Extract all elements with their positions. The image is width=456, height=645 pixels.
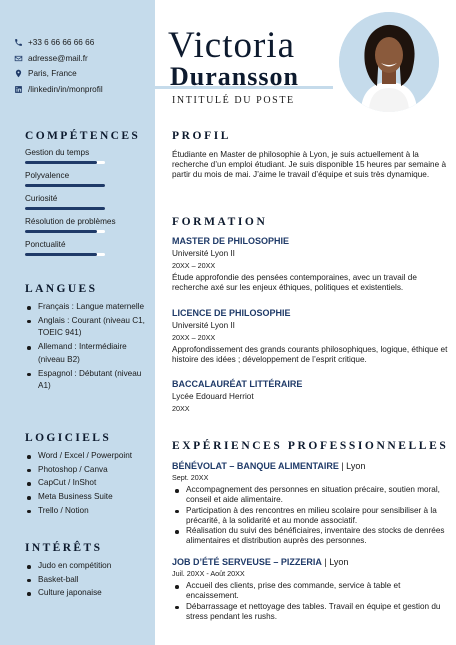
job-location: | Lyon [321,557,349,567]
contact-phone [12,35,152,51]
last-name: Duransson [170,62,299,91]
location-text: Paris, France [28,69,77,79]
education-dates: 20XX [172,404,190,413]
software-item: Word / Excel / Powerpoint [25,450,150,463]
phone-text: +33 6 66 66 66 66 [28,38,95,48]
job-role-title: BÉNÉVOLAT – BANQUE ALIMENTAIRE [172,461,339,471]
language-item: Français : Langue maternelle [25,301,150,314]
education-description: Approfondissement des grands courants philosophiques, logique, éthique et histoire des idées ; développement de l’esprit critique. [172,345,448,365]
education-dates: 20XX – 20XX [172,261,216,270]
email-text: adresse@mail.fr [28,53,88,63]
job-role [172,461,448,471]
mail-icon [12,53,24,63]
software-item: Meta Business Suite [25,491,150,504]
education-entry-master [172,236,448,293]
skill-level-fill [25,253,97,256]
first-name: Victoria [168,25,296,66]
experience-heading: EXPÉRIENCES PROFESSIONNELLES [172,440,449,452]
school-name: Université Lyon II [172,249,235,258]
language-item: Espagnol : Débutant (niveau A1) [25,368,150,393]
skill-item [25,148,150,171]
education-dates: 20XX – 20XX [172,333,216,342]
experience-dates: Sept. 20XX [172,473,209,482]
skill-item [25,171,150,194]
skill-item [25,240,150,263]
interest-item: Basket-ball [25,574,150,587]
skill-item [25,217,150,240]
languages-heading: LANGUES [25,283,98,295]
contact-linkedin [12,82,152,98]
skill-level-bar [25,184,105,187]
experience-bullet: Accompagnement des personnes en situation précaire, soutien moral, conseil et aide alimentaire. [172,485,448,505]
school-name: Lycée Edouard Herriot [172,392,254,401]
linkedin-icon [12,84,24,94]
school-name: Université Lyon II [172,321,235,330]
experience-bullet: Accueil des clients, prise des commande, service à table et encaissement. [172,581,448,601]
experience-bullet: Réalisation du suivi des bénéficiaires, inventaire des stocks de denrées alimentaires et distribution auprès des personnes. [172,526,448,546]
experience-bullet: Participation à des rencontres en milieu scolaire pour sensibiliser à la précarité, à la solidarité et au monde associatif. [172,506,448,526]
software-item: Trello / Notion [25,505,150,518]
languages-list [25,301,150,394]
experience-entry-volunteer [172,461,448,547]
location-pin-icon [12,69,24,79]
sidebar [0,0,155,645]
language-item: Allemand : Intermédiaire (niveau B2) [25,341,150,366]
education-entry-licence [172,308,448,365]
skill-label: Ponctualité [25,240,66,249]
degree-title: MASTER DE PHILOSOPHIE [172,236,290,246]
skill-label: Polyvalence [25,171,70,180]
contact-block [12,35,152,97]
profile-text: Étudiante en Master de philosophie à Lyon, je suis actuellement à la recherche d’un emploi étudiant. Je suis disponible 15 heures par semaine à partir du mois de mai. J’aime le travail d’équipe et suis très dynamique. [172,150,446,180]
job-role-title: JOB D’ÉTÉ SERVEUSE – PIZZERIA [172,557,322,567]
skill-level-bar [25,161,105,164]
skill-level-fill [25,207,105,210]
degree-title: LICENCE DE PHILOSOPHIE [172,308,291,318]
experience-dates: Juil. 20XX - Août 20XX [172,569,245,578]
profile-heading: PROFIL [172,130,232,142]
education-description: Étude approfondie des pensées contemporaines, avec un travail de recherche axé sur les enjeux éthiques, politiques et existentiels. [172,273,417,293]
experience-bullets [172,485,448,546]
skill-level-bar [25,207,105,210]
phone-icon [12,38,24,48]
interests-heading: INTÉRÊTS [25,542,103,554]
skill-item [25,194,150,217]
software-item: Photoshop / Canva [25,464,150,477]
skill-level-bar [25,230,105,233]
contact-email [12,51,152,67]
main-column [155,0,456,645]
skill-level-bar [25,253,105,256]
contact-location [12,66,152,82]
skill-level-fill [25,230,97,233]
skills-list [25,148,150,263]
skill-label: Résolution de problèmes [25,217,116,226]
skill-level-fill [25,184,105,187]
job-role [172,557,448,567]
interest-item: Culture japonaise [25,587,150,600]
profile-photo [339,12,439,112]
skills-heading: COMPÉTENCES [25,130,141,142]
skill-level-fill [25,161,97,164]
job-location: | Lyon [338,461,366,471]
software-list [25,450,150,519]
job-title: INTITULÉ DU POSTE [172,95,295,106]
skill-label: Curiosité [25,194,58,203]
education-entry-bac [172,379,448,414]
linkedin-text: /linkedin/in/monprofil [28,84,103,94]
education-heading: FORMATION [172,216,268,228]
degree-title: BACCALAURÉAT LITTÉRAIRE [172,379,303,389]
experience-bullet: Débarrassage et nettoyage des tables. Travail en équipe et gestion du stress pendant les rushs. [172,602,448,622]
software-item: CapCut / InShot [25,477,150,490]
language-item: Anglais : Courant (niveau C1, TOEIC 941) [25,315,150,340]
software-heading: LOGICIELS [25,432,112,444]
skill-label: Gestion du temps [25,148,90,157]
experience-entry-waitress [172,557,448,622]
interests-list [25,560,150,601]
experience-bullets [172,581,448,622]
interest-item: Judo en compétition [25,560,150,573]
